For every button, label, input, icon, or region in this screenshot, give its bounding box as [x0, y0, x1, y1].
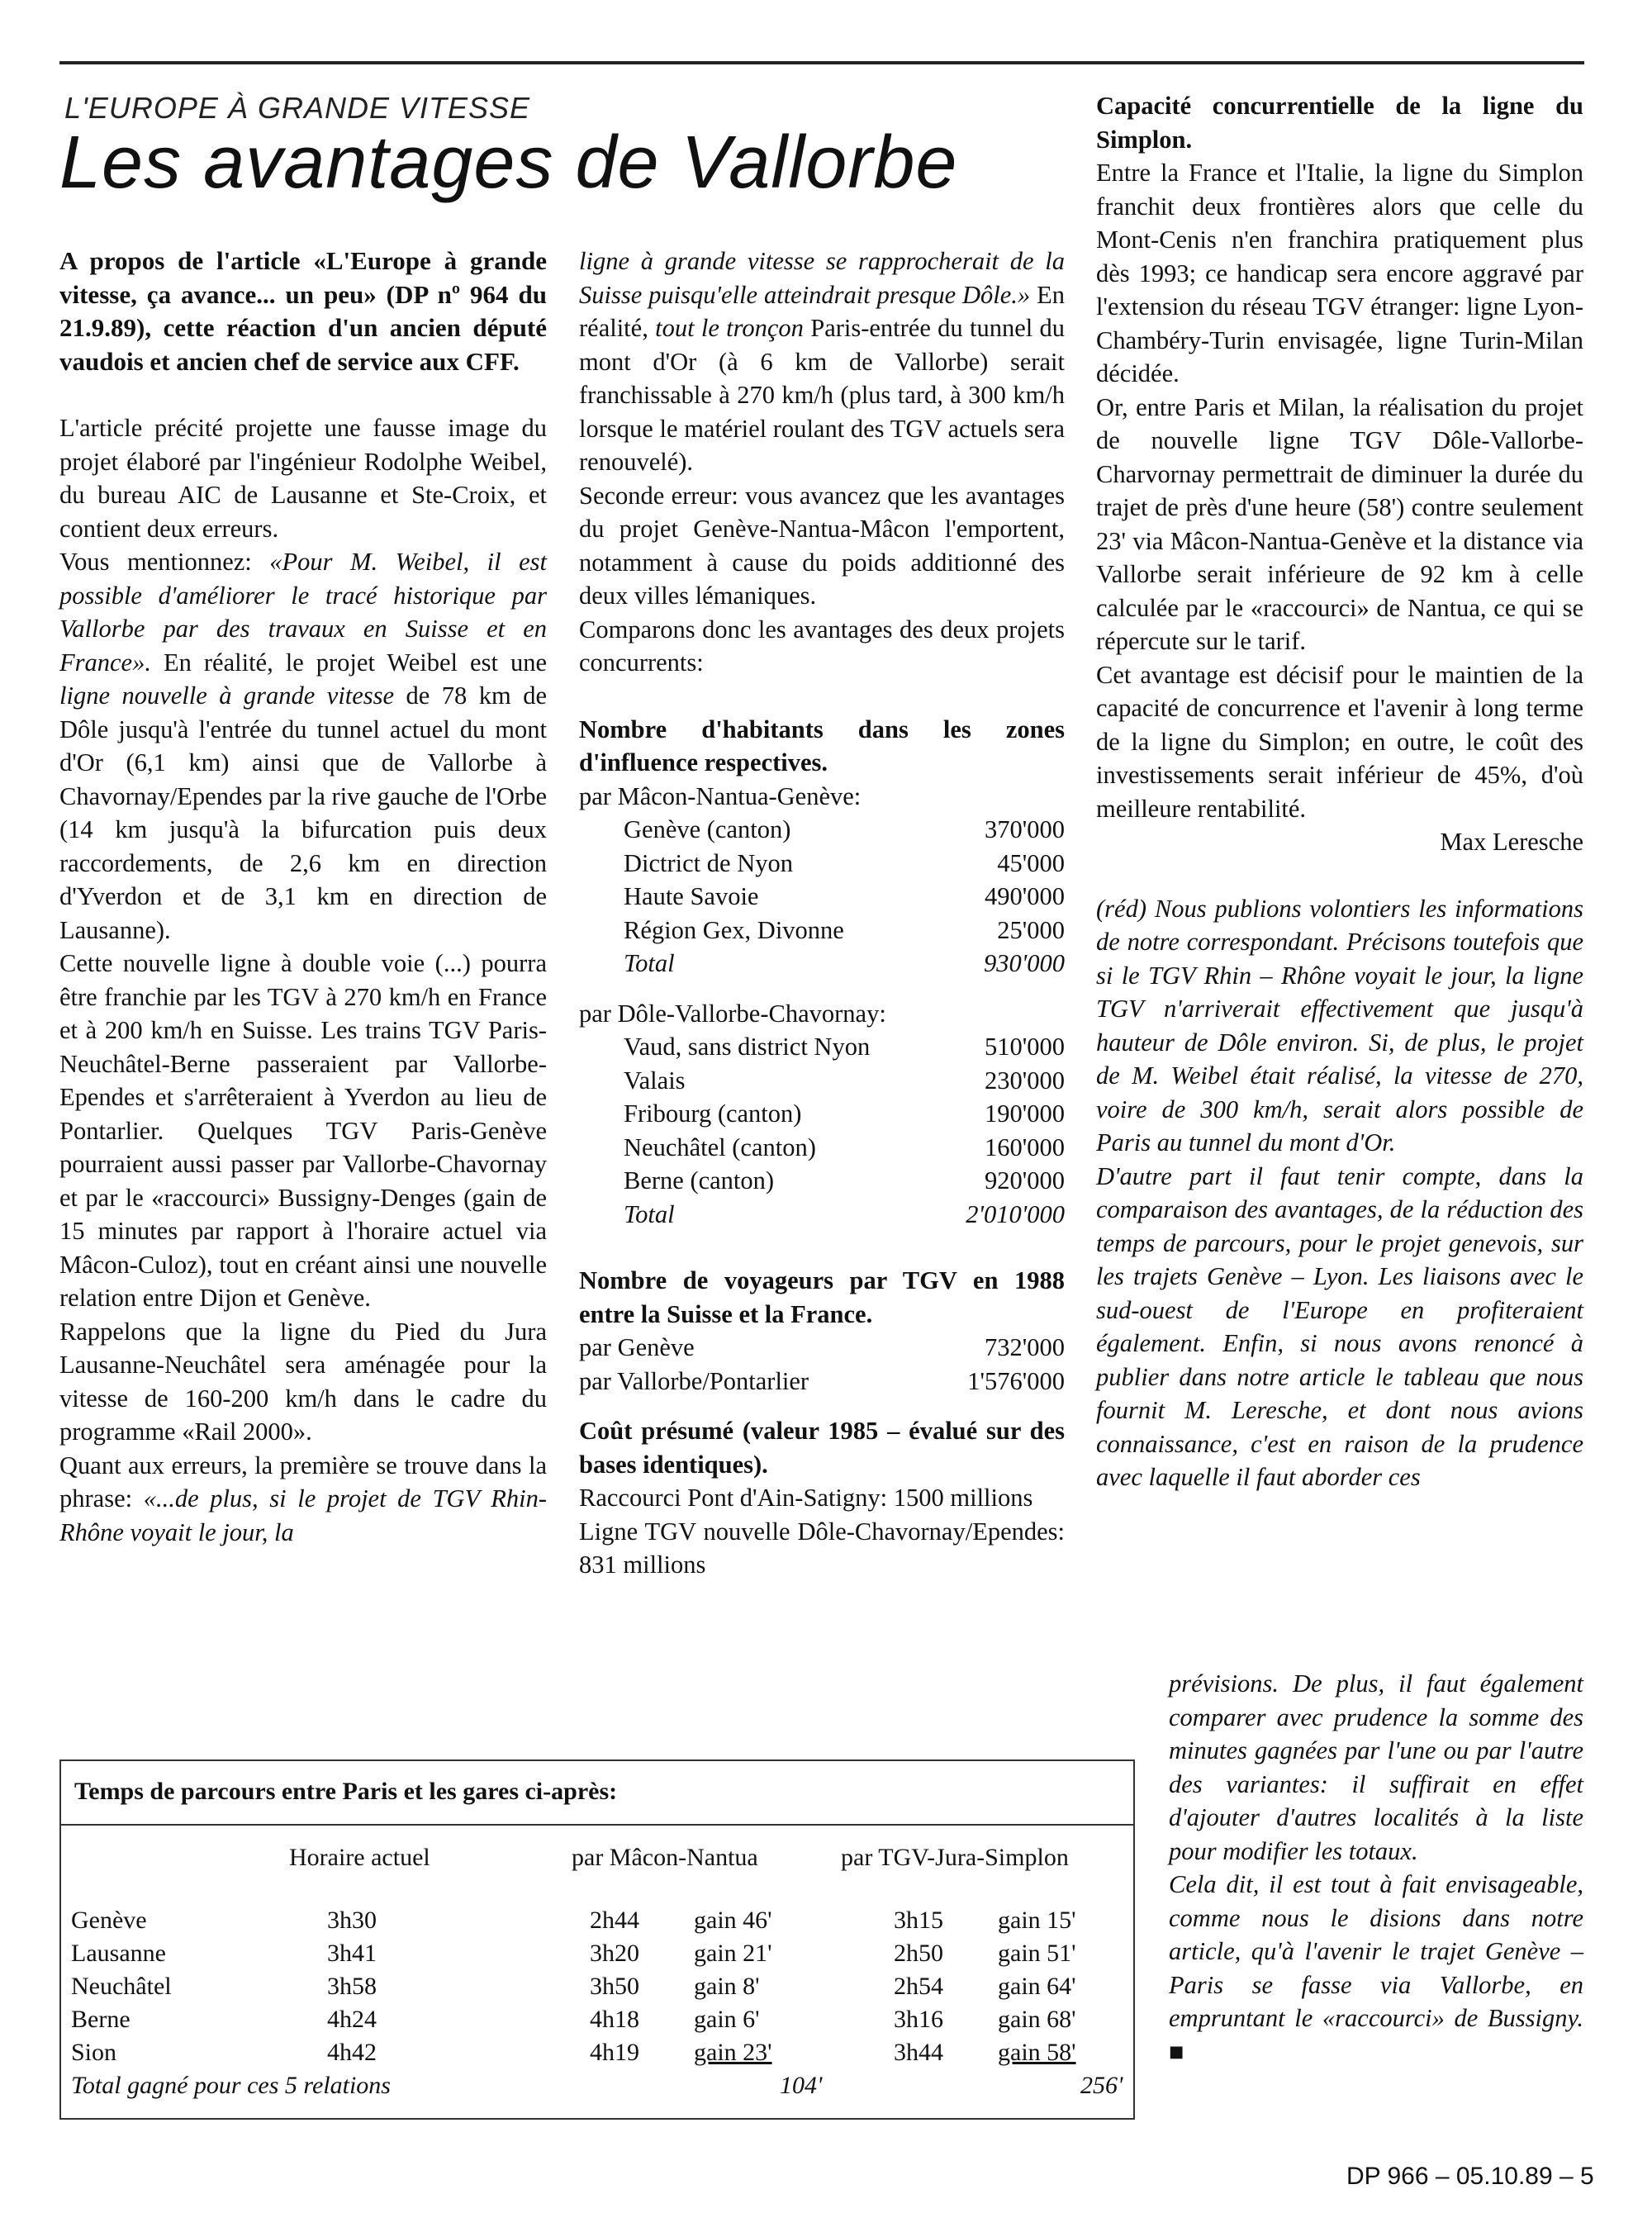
cell-city: Neuchâtel: [71, 1973, 172, 2000]
cell-gain: gain 51': [998, 1940, 1076, 1967]
author-signature: Max Leresche: [1440, 828, 1583, 856]
cell-time: 2h54: [894, 1973, 943, 2000]
cell-time: 4h18: [590, 2006, 639, 2033]
list-total: [579, 947, 1065, 981]
list-item-value: 1'576'000: [967, 1366, 1065, 1395]
travel-times-table: [59, 1759, 1135, 2120]
subheading-cout: Coût présumé (valeur 1985 – évalué sur des bases identiques).: [579, 1417, 1065, 1479]
cell-time: 3h20: [590, 1940, 639, 1967]
cell-gain: gain 6': [694, 2006, 760, 2033]
cell-gain: gain 64': [998, 1973, 1076, 2000]
subheading-voyageurs: Nombre de voyageurs par TGV en 1988 entre la Suisse et la France.: [579, 1266, 1065, 1328]
cell-time: 3h58: [327, 1973, 377, 2000]
cell-gain: gain 21': [694, 1940, 772, 1967]
list-item-value: 160'000: [985, 1133, 1065, 1161]
list-item: [579, 1365, 1065, 1399]
list-item: [579, 1097, 1065, 1131]
quote-run: ligne à grande vitesse se rapprocherait de la Suisse puisqu'elle atteindrait presque Dôle.»: [579, 247, 1065, 309]
paragraph: Cette nouvelle ligne à double voie (...) pourra être franchie par les TGV à 270 km/h en France et à 200 km/h en Suisse. Les trains TGV Paris-Neuchâtel-Berne passeraient par Vallorbe-Ependes et s'arrêteraient à Yverdon au lieu de Pontarlier. Quelques TGV Paris-Genève pourraient aussi passer par Vallorbe-Chavornay et par le «raccourci» Bussigny-Denges (gain de 15 minutes par rapport à l'horaire actuel via Mâcon-Culoz), tout en créant ainsi une nouvelle relation entre Dijon et Genève.: [59, 949, 547, 1312]
list-item-label: Haute Savoie: [624, 882, 759, 910]
population-list-macon: [579, 813, 1065, 981]
text-run: de 78 km de Dôle jusqu'à l'entrée du tunnel actuel du mont d'Or (6,1 km) ainsi que de Vallorbe à Chavornay/Ependes par la rive gauche de l'Orbe (14 km jusqu'à la bifurcation puis deux raccordements, de 2,6 km en direction d'Yverdon et de 3,1 km en direction de Lausanne).: [59, 681, 547, 944]
editorial-note: prévisions. De plus, il faut également comparer avec prudence la somme des minutes gagnées par l'une ou par l'autre des variantes: il suffirait en effet d'ajouter d'autres localités à la liste pour modifier les totaux.: [1169, 1669, 1583, 1865]
cell-time: 3h41: [327, 1940, 377, 1967]
table-row: [61, 1907, 1135, 1940]
paragraph: Seconde erreur: vous avancez que les avantages du projet Genève-Nantua-Mâcon l'emportent, notamment à cause du poids additionné des deux villes lémaniques.: [579, 481, 1065, 610]
section-kicker: L'EUROPE À GRANDE VITESSE: [64, 91, 531, 125]
cell-gain: gain 8': [694, 1973, 760, 2000]
list-item-value: 230'000: [985, 1066, 1065, 1095]
cell-time: 2h44: [590, 1907, 639, 1934]
paragraph: Entre la France et l'Italie, la ligne du Simplon franchit deux frontières alors que celle du Mont-Cenis n'en franchira pratiquement plus dès 1993; ce handicap sera encore aggravé par l'extension du réseau TGV étranger: ligne Lyon-Chambéry-Turin envisagée, ligne Turin-Milan décidée.: [1096, 159, 1583, 387]
subheading-population: Nombre d'habitants dans les zones d'influence respectives.: [579, 715, 1065, 776]
cell-city: Sion: [71, 2039, 117, 2066]
text-run: Quant aux erreurs, la première se trouve dans la phrase:: [59, 1451, 547, 1513]
list-item: [579, 1164, 1065, 1198]
list-item-label: Dictrict de Nyon: [624, 848, 793, 877]
quote-run: «...de plus, si le projet de TGV Rhin-Rhône voyait le jour, la: [59, 1484, 548, 1546]
list-item: [579, 813, 1065, 847]
list-item-value: 45'000: [997, 848, 1065, 877]
total-value: 104': [780, 2072, 823, 2099]
list-item-label: Fribourg (canton): [624, 1099, 802, 1128]
list-total: [579, 1198, 1065, 1232]
paragraph: L'article précité projette une fausse image du projet élaboré par l'ingénieur Rodolphe Weibel, du bureau AIC de Lausanne et Ste-Croix, et contient deux erreurs.: [59, 414, 547, 543]
list-item: [579, 914, 1065, 947]
table-row: [61, 2039, 1135, 2072]
cell-time: 3h15: [894, 1907, 943, 1934]
list-item-value: 25'000: [997, 915, 1065, 944]
list-item-label: Vaud, sans district Nyon: [624, 1033, 871, 1061]
list-total-label: Total: [624, 1199, 675, 1228]
top-rule: [59, 61, 1584, 64]
column-1: [59, 245, 547, 1549]
cell-time: 3h50: [590, 1973, 639, 2000]
list-item-label: Berne (canton): [624, 1166, 775, 1194]
cell-city: Lausanne: [71, 1940, 166, 1967]
column-3: [1096, 89, 1583, 1494]
paragraph: [59, 545, 547, 947]
cell-time: 3h16: [894, 2006, 943, 2033]
cell-gain: gain 46': [694, 1907, 772, 1934]
cell-city: Berne: [71, 2006, 131, 2033]
cell-time: 4h24: [327, 2006, 377, 2033]
list-item: [579, 880, 1065, 914]
cell-city: Genève: [71, 1907, 147, 1934]
list-item: [579, 847, 1065, 881]
table-row: [61, 2006, 1135, 2039]
page-footer: DP 966 – 05.10.89 – 5: [1346, 2163, 1594, 2190]
article-title: Les avantages de Vallorbe: [59, 121, 958, 204]
cell-time: 2h50: [894, 1940, 943, 1967]
paragraph: [59, 1449, 547, 1550]
paragraph: Or, entre Paris et Milan, la réalisation du projet de nouvelle ligne TGV Dôle-Vallorbe-Charvornay permettrait de diminuer la durée du trajet de près d'une heure (58') contre seulement 23' via Mâcon-Nantua-Genève et la distance via Vallorbe serait inférieure de 92 km à celle calculée par le «raccourci» de Nantua, ce qui se répercute sur le tarif.: [1096, 392, 1583, 655]
list-total-value: 930'000: [983, 949, 1065, 977]
table-total-row: [61, 2072, 1135, 2105]
text-run: Paris-entrée du tunnel du mont d'Or (à 6 km de Vallorbe) serait franchissable à 270 km/h (plus tard, à 300 km/h lorsque le matériel roulant des TGV actuels sera renouvelé).: [579, 314, 1066, 476]
list-item-label: par Vallorbe/Pontarlier: [579, 1366, 809, 1395]
list-total-value: 2'010'000: [966, 1199, 1065, 1228]
total-label: Total gagné pour ces 5 relations: [71, 2072, 391, 2099]
subheading-capacite: Capacité concurrentielle de la ligne du Simplon.: [1096, 92, 1583, 154]
list-item-value: 370'000: [985, 815, 1065, 843]
text-run: En réalité, le projet Weibel est une: [150, 648, 547, 677]
list-total-label: Total: [624, 949, 675, 977]
lead-paragraph: A propos de l'article «L'Europe à grande vitesse, ça avance... un peu» (DP nº 964 du 21.9.89), cette réaction d'un ancien député vaudois et ancien chef de service aux CFF.: [59, 246, 547, 376]
paragraph: Cet avantage est décisif pour le maintien de la capacité de concurrence et l'avenir à long terme de la ligne du Simplon; en outre, le coût des investissements serait inférieur de 45%, d'où meilleure rentabilité.: [1096, 660, 1583, 823]
list-item-value: 510'000: [985, 1033, 1065, 1061]
table-title: Temps de parcours entre Paris et les gares ci-après:: [74, 1778, 618, 1805]
list-item: [579, 1131, 1065, 1165]
pop-group-label: par Mâcon-Nantua-Genève:: [579, 781, 862, 810]
cell-gain: gain 68': [998, 2006, 1076, 2033]
list-item-value: 190'000: [985, 1099, 1065, 1128]
list-item-value: 490'000: [985, 882, 1065, 910]
table-row: [61, 1973, 1135, 2006]
quote-run: «Pour M. Weibel, il est possible d'améliorer le tracé historique par Vallorbe par des travaux en Suisse et en France».: [59, 548, 547, 677]
column-2: [579, 245, 1065, 1582]
text-run: Vous mentionnez:: [59, 548, 270, 576]
paragraph: [579, 245, 1065, 479]
cell-time: 4h42: [327, 2039, 377, 2066]
emphasis-run: ligne nouvelle à grande vitesse: [59, 681, 395, 710]
paragraph: Ligne TGV nouvelle Dôle-Chavornay/Ependes: 831 millions: [579, 1517, 1065, 1579]
list-item: [579, 1064, 1065, 1098]
column-3-indented: [1096, 1667, 1583, 2068]
list-item: [579, 1030, 1065, 1064]
population-list-dole: [579, 1030, 1065, 1231]
cell-gain: gain 58': [998, 2039, 1076, 2066]
paragraph: Comparons donc les avantages des deux projets concurrents:: [579, 615, 1065, 677]
list-item-label: Neuchâtel (canton): [624, 1133, 816, 1161]
cell-gain: gain 23': [694, 2039, 772, 2066]
list-item: [579, 1331, 1065, 1365]
table-row: [61, 1940, 1135, 1973]
list-item-label: par Genève: [579, 1333, 695, 1361]
editorial-note: D'autre part il faut tenir compte, dans la comparaison des avantages, de la réduction des temps de parcours, pour le projet genevois, sur les trajets Genève – Lyon. Les liaisons avec le sud-ouest de l'Europe en profiteraient également. Enfin, si nous avons renoncé à publier dans notre article le tableau que nous fournit M. Leresche, et dont nous avions connaissance, c'est en raison de la prudence avec laquelle il faut aborder ces: [1096, 1161, 1583, 1491]
list-item-label: Genève (canton): [624, 815, 791, 843]
table-header: Horaire actuel: [289, 1844, 430, 1871]
cell-time: 3h44: [894, 2039, 943, 2066]
list-item-value: 732'000: [985, 1333, 1065, 1361]
editorial-note: (réd) Nous publions volontiers les informations de notre correspondant. Précisons toutefois que si le TGV Rhin – Rhône voyait le jour, la ligne TGV n'arriverait effectivement que jusqu'à hauteur de Dôle environ. Si, de plus, le projet de M. Weibel était réalisé, la vitesse de 270, voire de 300 km/h, serait alors possible de Paris au tunnel du mont d'Or.: [1096, 894, 1583, 1156]
text-run: En réalité,: [579, 280, 1065, 342]
list-item-value: 920'000: [985, 1166, 1065, 1194]
cell-gain: gain 15': [998, 1907, 1076, 1934]
cell-time: 3h30: [327, 1907, 377, 1934]
emphasis-run: tout le tronçon: [655, 314, 804, 342]
table-header: par TGV-Jura-Simplon: [841, 1844, 1069, 1871]
table-rule: [61, 1824, 1135, 1826]
paragraph: Rappelons que la ligne du Pied du Jura Lausanne-Neuchâtel sera aménagée pour la vitesse de 160-200 km/h dans le cadre du programme «Rail 2000».: [59, 1317, 547, 1446]
editorial-note: Cela dit, il est tout à fait envisageable, comme nous le disions dans notre article, qu'à l'avenir le trajet Genève – Paris se fasse via Vallorbe, en empruntant le «raccourci» de Bussigny. ■: [1169, 1870, 1583, 2066]
total-value: 256': [1080, 2072, 1123, 2099]
pop-group-label: par Dôle-Vallorbe-Chavornay:: [579, 999, 886, 1028]
list-item-label: Région Gex, Divonne: [624, 915, 844, 944]
paragraph: Raccourci Pont d'Ain-Satigny: 1500 millions: [579, 1484, 1033, 1512]
table-header: par Mâcon-Nantua: [572, 1844, 758, 1871]
list-item-label: Valais: [624, 1066, 686, 1095]
cell-time: 4h19: [590, 2039, 639, 2066]
